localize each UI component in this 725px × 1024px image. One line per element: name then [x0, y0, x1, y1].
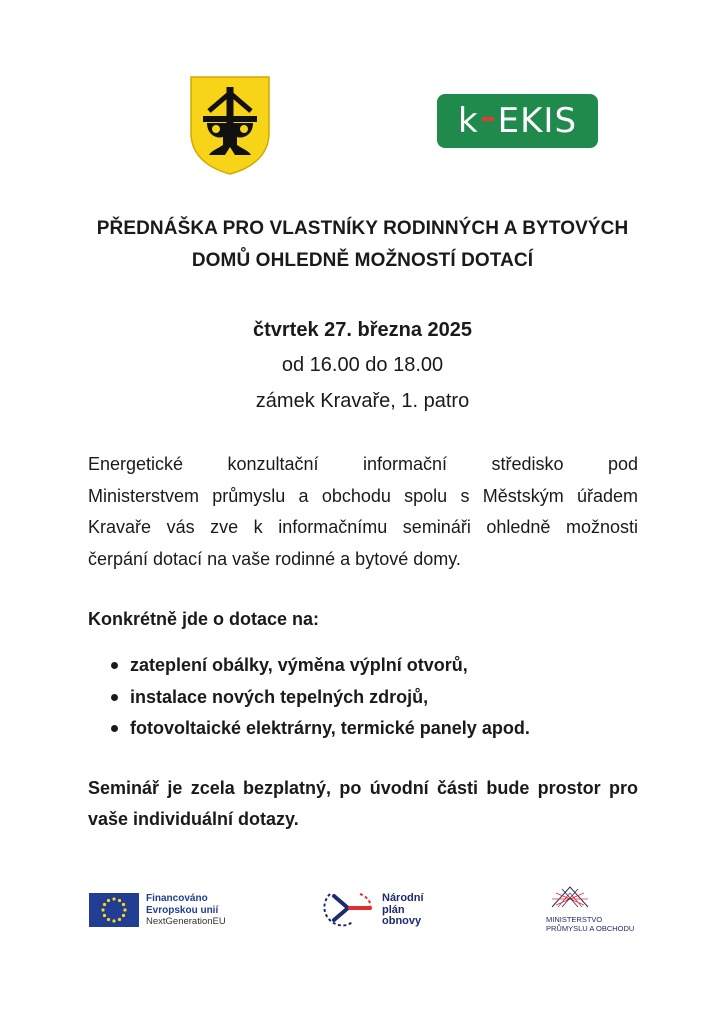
npo-logo-icon — [320, 886, 376, 935]
ekis-logo-name: EKIS — [497, 101, 578, 141]
intro-paragraph — [88, 449, 638, 575]
closing-line: vaše individuální dotazy. — [88, 809, 299, 829]
list-item-text: instalace nových tepelných zdrojů, — [130, 686, 429, 707]
eu-line-3: NextGenerationEU — [146, 916, 226, 927]
ekis-logo-dash — [482, 117, 494, 121]
bullet-icon — [111, 662, 118, 669]
eu-flag-icon — [89, 893, 139, 927]
mpo-line-1: MINISTERSTVO — [546, 915, 603, 924]
npo-logo-text — [382, 893, 424, 928]
mpo-logo-text — [546, 915, 646, 933]
title-line-1: PŘEDNÁŠKA PRO VLASTNÍKY RODINNÝCH A BYTOVÝCH — [96, 218, 629, 239]
eu-line-1: Financováno — [146, 893, 208, 904]
k-ekis-logo — [437, 94, 598, 148]
intro-line: Kravaře vás zve k informačnímu semináři ohledně možnosti — [88, 517, 638, 537]
list-item — [88, 651, 530, 683]
intro-line: Ministerstvem průmyslu a obchodu spolu s Městským úřadem — [88, 485, 638, 506]
subsidies-list — [88, 651, 530, 746]
npo-line-2: plán — [382, 903, 405, 916]
subsidies-subheading: Konkrétně jde o dotace na: — [88, 609, 320, 629]
list-item-text: fotovoltaické elektrárny, termické panely apod. — [130, 718, 530, 738]
bullet-icon — [111, 725, 118, 732]
event-time: od 16.00 do 18.00 — [281, 354, 444, 376]
npo-line-3: obnovy — [382, 915, 422, 928]
eu-funding-logo — [89, 893, 226, 928]
document-title — [60, 213, 665, 277]
list-item-text: zateplení obálky, výměna výplní otvorů, — [130, 655, 468, 675]
mpo-line-2: PRŮMYSLU A OBCHODU — [546, 924, 635, 933]
npo-logo — [320, 886, 424, 935]
ekis-logo-prefix: k — [457, 101, 479, 141]
mpo-logo-icon — [546, 885, 646, 914]
event-place: zámek Kravaře, 1. patro — [255, 390, 470, 412]
eu-line-2: Evropskou unií — [146, 904, 219, 916]
kravare-coat-of-arms-icon — [189, 75, 271, 175]
bullet-icon — [111, 694, 118, 701]
event-date: čtvrtek 27. března 2025 — [252, 319, 473, 341]
list-item — [88, 683, 530, 715]
intro-line: Energetické konzultační informační středisko pod — [88, 454, 638, 474]
npo-line-1: Národní — [382, 892, 424, 905]
eu-logo-text — [146, 893, 226, 928]
title-line-2: DOMŮ OHLEDNĚ MOŽNOSTÍ DOTACÍ — [191, 250, 534, 271]
closing-paragraph — [88, 773, 638, 835]
list-item — [88, 714, 530, 746]
mpo-logo — [546, 885, 646, 933]
closing-line: Seminář je zcela bezplatný, po úvodní části bude prostor pro — [88, 778, 638, 798]
intro-line: čerpání dotací na vaše rodinné a bytové domy. — [88, 548, 461, 569]
